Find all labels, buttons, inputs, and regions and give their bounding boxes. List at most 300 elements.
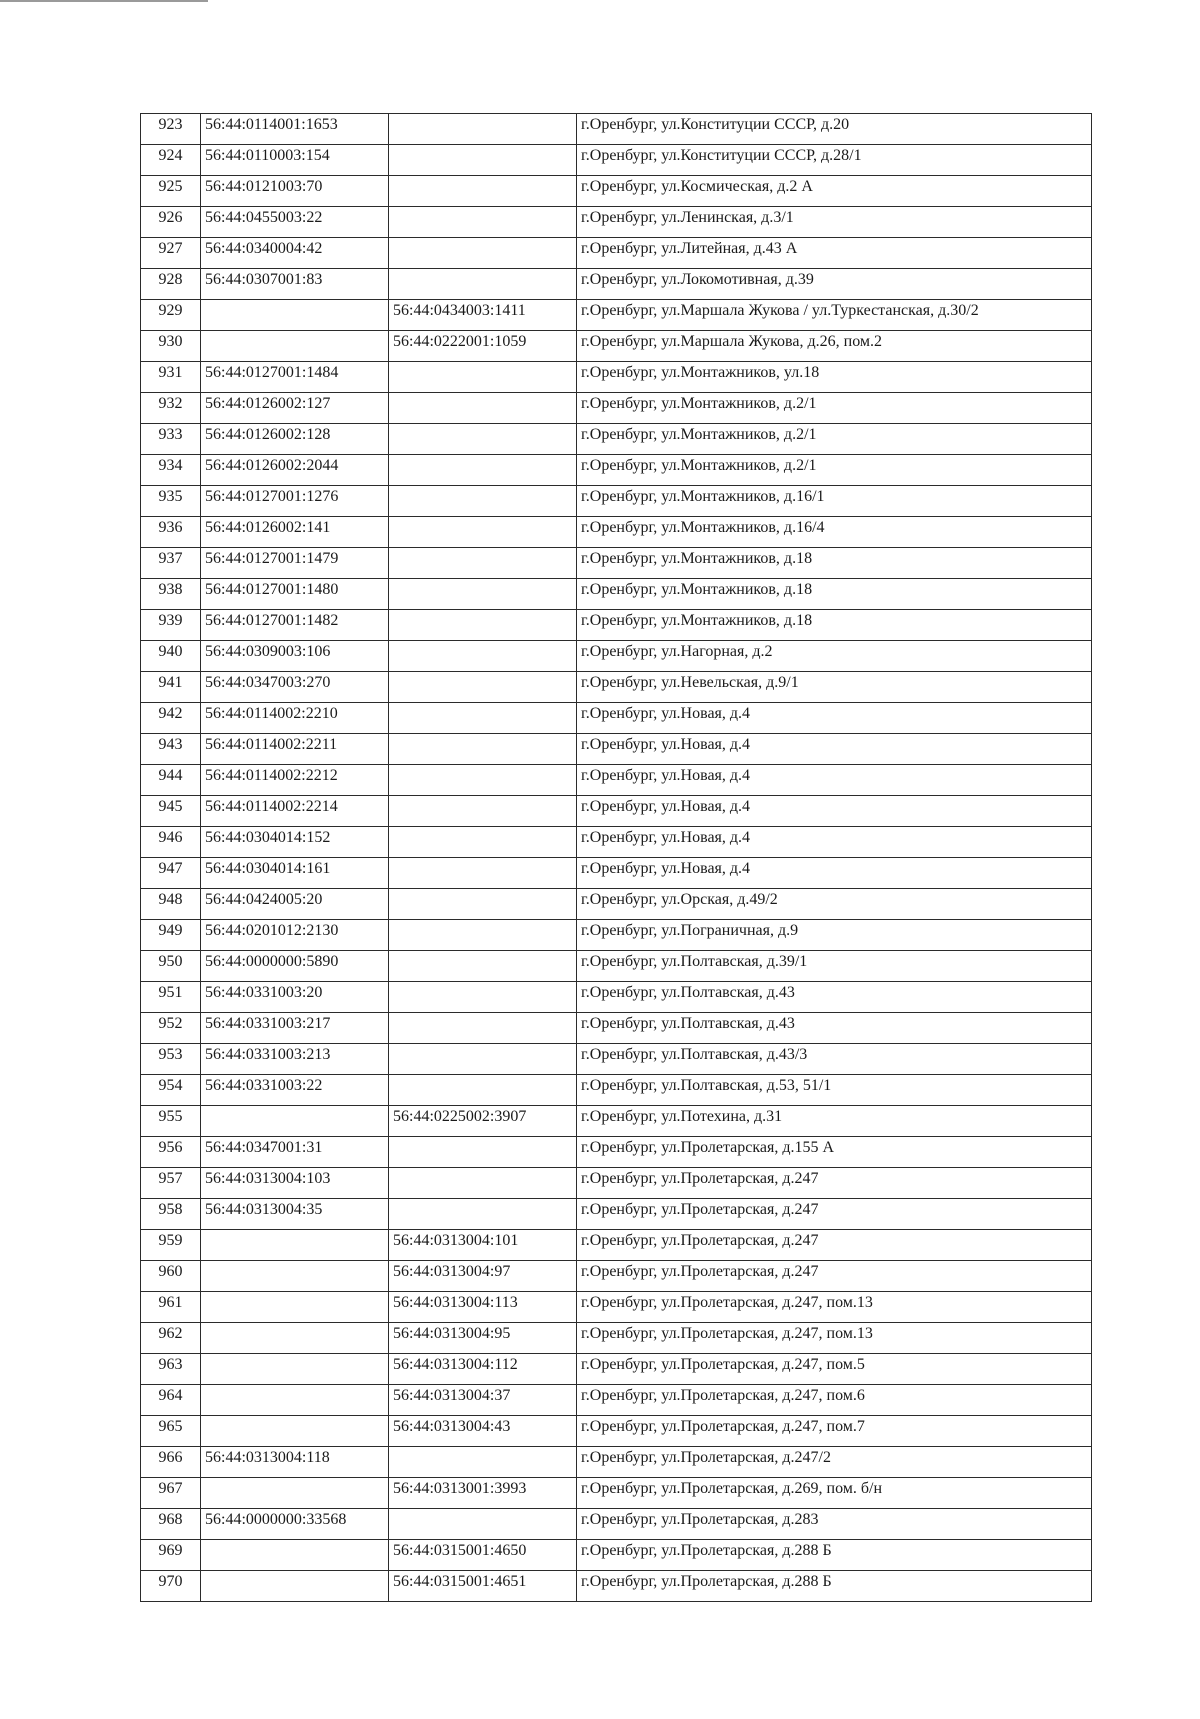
premises-cadastral-number-cell: [389, 486, 577, 517]
premises-cadastral-number: 56:44:0434003:1411: [393, 302, 526, 319]
address-cell: [577, 1199, 1092, 1230]
address: г.Оренбург, ул.Новая, д.4: [581, 860, 751, 877]
premises-cadastral-number-cell: [389, 1540, 577, 1571]
address: г.Оренбург, ул.Монтажников, д.18: [581, 550, 813, 567]
row-number-cell: [141, 114, 201, 145]
address-cell: [577, 1075, 1092, 1106]
premises-cadastral-number-cell: [389, 1416, 577, 1447]
row-number-cell: [141, 579, 201, 610]
row-number-cell: [141, 641, 201, 672]
address-cell: [577, 1416, 1092, 1447]
land-cadastral-number-cell: [201, 517, 389, 548]
row-number-cell: [141, 455, 201, 486]
row-number-cell: [141, 734, 201, 765]
land-cadastral-number: 56:44:0127001:1276: [205, 488, 339, 505]
premises-cadastral-number-cell: [389, 145, 577, 176]
address-cell: [577, 982, 1092, 1013]
table-row: [141, 579, 1092, 610]
table-row: [141, 1168, 1092, 1199]
land-cadastral-number-cell: [201, 1571, 389, 1602]
land-cadastral-number: 56:44:0127001:1484: [205, 364, 339, 381]
table-row: [141, 610, 1092, 641]
table-row: [141, 300, 1092, 331]
land-cadastral-number: 56:44:0000000:33568: [205, 1511, 347, 1528]
land-cadastral-number: 56:44:0347003:270: [205, 674, 331, 691]
land-cadastral-number-cell: [201, 455, 389, 486]
land-cadastral-number: 56:44:0114002:2212: [205, 767, 338, 784]
premises-cadastral-number-cell: [389, 1013, 577, 1044]
land-cadastral-number: 56:44:0121003:70: [205, 178, 323, 195]
land-cadastral-number-cell: [201, 1447, 389, 1478]
land-cadastral-number-cell: [201, 1013, 389, 1044]
land-cadastral-number: 56:44:0307001:83: [205, 271, 323, 288]
row-number: 969: [158, 1542, 183, 1559]
land-cadastral-number: 56:44:0304014:152: [205, 829, 331, 846]
address-cell: [577, 951, 1092, 982]
row-number-cell: [141, 300, 201, 331]
address: г.Оренбург, ул.Пролетарская, д.247: [581, 1263, 819, 1280]
land-cadastral-number: 56:44:0126002:141: [205, 519, 331, 536]
row-number: 958: [158, 1201, 183, 1218]
premises-cadastral-number-cell: [389, 176, 577, 207]
row-number-cell: [141, 1416, 201, 1447]
table-row: [141, 362, 1092, 393]
address-cell: [577, 238, 1092, 269]
row-number-cell: [141, 1509, 201, 1540]
row-number-cell: [141, 1261, 201, 1292]
address-cell: [577, 1354, 1092, 1385]
table-row: [141, 114, 1092, 145]
row-number-cell: [141, 1354, 201, 1385]
table-row: [141, 1292, 1092, 1323]
land-cadastral-number: 56:44:0114001:1653: [205, 116, 338, 133]
address-cell: [577, 486, 1092, 517]
table-row: [141, 1199, 1092, 1230]
land-cadastral-number-cell: [201, 1199, 389, 1230]
row-number: 933: [158, 426, 183, 443]
address: г.Оренбург, ул.Новая, д.4: [581, 829, 751, 846]
premises-cadastral-number-cell: [389, 1354, 577, 1385]
row-number-cell: [141, 920, 201, 951]
table-row: [141, 1509, 1092, 1540]
land-cadastral-number: 56:44:0304014:161: [205, 860, 331, 877]
land-cadastral-number-cell: [201, 1478, 389, 1509]
table-row: [141, 1354, 1092, 1385]
land-cadastral-number-cell: [201, 1044, 389, 1075]
premises-cadastral-number-cell: [389, 672, 577, 703]
premises-cadastral-number: 56:44:0315001:4651: [393, 1573, 527, 1590]
row-number: 953: [158, 1046, 183, 1063]
address: г.Оренбург, ул.Литейная, д.43 А: [581, 240, 798, 257]
row-number: 930: [158, 333, 183, 350]
land-cadastral-number: 56:44:0126002:128: [205, 426, 331, 443]
land-cadastral-number: 56:44:0455003:22: [205, 209, 323, 226]
land-cadastral-number: 56:44:0347001:31: [205, 1139, 323, 1156]
row-number: 961: [158, 1294, 183, 1311]
address: г.Оренбург, ул.Пролетарская, д.247, пом.13: [581, 1325, 873, 1342]
row-number: 937: [158, 550, 183, 567]
table-row: [141, 238, 1092, 269]
row-number-cell: [141, 1075, 201, 1106]
row-number: 925: [158, 178, 183, 195]
row-number: 931: [158, 364, 183, 381]
address: г.Оренбург, ул.Космическая, д.2 А: [581, 178, 813, 195]
land-cadastral-number-cell: [201, 269, 389, 300]
address-cell: [577, 207, 1092, 238]
address: г.Оренбург, ул.Маршала Жукова, д.26, пом.2: [581, 333, 883, 350]
table-row: [141, 1416, 1092, 1447]
land-cadastral-number-cell: [201, 1354, 389, 1385]
table-row: [141, 1137, 1092, 1168]
address: г.Оренбург, ул.Пролетарская, д.247: [581, 1201, 819, 1218]
address-cell: [577, 1230, 1092, 1261]
row-number: 959: [158, 1232, 183, 1249]
land-cadastral-number-cell: [201, 331, 389, 362]
row-number-cell: [141, 1013, 201, 1044]
land-cadastral-number-cell: [201, 1261, 389, 1292]
address-cell: [577, 1168, 1092, 1199]
row-number-cell: [141, 145, 201, 176]
land-cadastral-number-cell: [201, 610, 389, 641]
table-row: [141, 1075, 1092, 1106]
row-number: 947: [158, 860, 183, 877]
row-number: 936: [158, 519, 183, 536]
premises-cadastral-number: 56:44:0225002:3907: [393, 1108, 527, 1125]
table-row: [141, 145, 1092, 176]
row-number-cell: [141, 331, 201, 362]
address-cell: [577, 734, 1092, 765]
address: г.Оренбург, ул.Полтавская, д.43: [581, 1015, 795, 1032]
row-number-cell: [141, 610, 201, 641]
row-number-cell: [141, 1292, 201, 1323]
land-cadastral-number-cell: [201, 1292, 389, 1323]
land-cadastral-number: 56:44:0331003:217: [205, 1015, 331, 1032]
premises-cadastral-number-cell: [389, 951, 577, 982]
table-row: [141, 858, 1092, 889]
row-number-cell: [141, 362, 201, 393]
land-cadastral-number-cell: [201, 982, 389, 1013]
table-row: [141, 269, 1092, 300]
land-cadastral-number: 56:44:0313004:35: [205, 1201, 323, 1218]
premises-cadastral-number-cell: [389, 1230, 577, 1261]
premises-cadastral-number-cell: [389, 238, 577, 269]
row-number: 949: [158, 922, 183, 939]
row-number: 924: [158, 147, 183, 164]
land-cadastral-number-cell: [201, 238, 389, 269]
table-row: [141, 486, 1092, 517]
land-cadastral-number-cell: [201, 114, 389, 145]
address-cell: [577, 1447, 1092, 1478]
land-cadastral-number: 56:44:0340004:42: [205, 240, 323, 257]
table-row: [141, 207, 1092, 238]
land-cadastral-number-cell: [201, 300, 389, 331]
address: г.Оренбург, ул.Монтажников, д.18: [581, 581, 813, 598]
premises-cadastral-number-cell: [389, 765, 577, 796]
row-number-cell: [141, 1044, 201, 1075]
land-cadastral-number-cell: [201, 579, 389, 610]
table-row: [141, 1106, 1092, 1137]
premises-cadastral-number-cell: [389, 1044, 577, 1075]
land-cadastral-number-cell: [201, 1540, 389, 1571]
row-number-cell: [141, 548, 201, 579]
row-number-cell: [141, 176, 201, 207]
table-row: [141, 1540, 1092, 1571]
address: г.Оренбург, ул.Конституции СССР, д.28/1: [581, 147, 862, 164]
row-number: 946: [158, 829, 183, 846]
premises-cadastral-number-cell: [389, 827, 577, 858]
premises-cadastral-number-cell: [389, 982, 577, 1013]
address: г.Оренбург, ул.Монтажников, ул.18: [581, 364, 820, 381]
premises-cadastral-number: 56:44:0313004:101: [393, 1232, 519, 1249]
address-cell: [577, 1385, 1092, 1416]
table-row: [141, 393, 1092, 424]
land-cadastral-number: 56:44:0331003:22: [205, 1077, 323, 1094]
row-number: 963: [158, 1356, 183, 1373]
address: г.Оренбург, ул.Маршала Жукова / ул.Туркестанская, д.30/2: [581, 302, 979, 319]
land-cadastral-number-cell: [201, 424, 389, 455]
premises-cadastral-number: 56:44:0313004:95: [393, 1325, 511, 1342]
table-row: [141, 1261, 1092, 1292]
land-cadastral-number-cell: [201, 1106, 389, 1137]
premises-cadastral-number-cell: [389, 424, 577, 455]
address: г.Оренбург, ул.Монтажников, д.2/1: [581, 426, 817, 443]
row-number: 942: [158, 705, 183, 722]
address-cell: [577, 703, 1092, 734]
premises-cadastral-number-cell: [389, 1106, 577, 1137]
address: г.Оренбург, ул.Нагорная, д.2: [581, 643, 773, 660]
premises-cadastral-number-cell: [389, 610, 577, 641]
address-cell: [577, 1509, 1092, 1540]
premises-cadastral-number-cell: [389, 920, 577, 951]
table-row: [141, 889, 1092, 920]
land-cadastral-number-cell: [201, 207, 389, 238]
row-number: 932: [158, 395, 183, 412]
premises-cadastral-number-cell: [389, 1261, 577, 1292]
row-number-cell: [141, 1168, 201, 1199]
table-row: [141, 796, 1092, 827]
row-number: 927: [158, 240, 183, 257]
premises-cadastral-number-cell: [389, 269, 577, 300]
premises-cadastral-number-cell: [389, 703, 577, 734]
address: г.Оренбург, ул.Пролетарская, д.247, пом.5: [581, 1356, 865, 1373]
address-cell: [577, 517, 1092, 548]
premises-cadastral-number-cell: [389, 1385, 577, 1416]
row-number: 966: [158, 1449, 183, 1466]
row-number-cell: [141, 672, 201, 703]
address-cell: [577, 1478, 1092, 1509]
table-row: [141, 672, 1092, 703]
table-row: [141, 703, 1092, 734]
registry-body: [141, 114, 1092, 1602]
row-number: 952: [158, 1015, 183, 1032]
row-number-cell: [141, 238, 201, 269]
land-cadastral-number-cell: [201, 393, 389, 424]
land-cadastral-number: 56:44:0110003:154: [205, 147, 330, 164]
address-cell: [577, 1292, 1092, 1323]
address: г.Оренбург, ул.Локомотивная, д.39: [581, 271, 814, 288]
table-row: [141, 517, 1092, 548]
premises-cadastral-number-cell: [389, 1292, 577, 1323]
row-number: 948: [158, 891, 183, 908]
row-number-cell: [141, 1478, 201, 1509]
land-cadastral-number: 56:44:0331003:213: [205, 1046, 331, 1063]
table-row: [141, 734, 1092, 765]
land-cadastral-number-cell: [201, 641, 389, 672]
row-number: 934: [158, 457, 183, 474]
address-cell: [577, 610, 1092, 641]
row-number: 943: [158, 736, 183, 753]
land-cadastral-number: 56:44:0114002:2214: [205, 798, 338, 815]
land-cadastral-number: 56:44:0424005:20: [205, 891, 323, 908]
premises-cadastral-number-cell: [389, 1478, 577, 1509]
address: г.Оренбург, ул.Пролетарская, д.247, пом.6: [581, 1387, 865, 1404]
address-cell: [577, 1540, 1092, 1571]
address-cell: [577, 269, 1092, 300]
address-cell: [577, 579, 1092, 610]
row-number-cell: [141, 765, 201, 796]
table-row: [141, 331, 1092, 362]
address: г.Оренбург, ул.Монтажников, д.2/1: [581, 457, 817, 474]
table-row: [141, 1447, 1092, 1478]
land-cadastral-number: 56:44:0114002:2210: [205, 705, 338, 722]
address: г.Оренбург, ул.Ленинская, д.3/1: [581, 209, 794, 226]
land-cadastral-number-cell: [201, 1075, 389, 1106]
premises-cadastral-number-cell: [389, 579, 577, 610]
premises-cadastral-number-cell: [389, 1323, 577, 1354]
land-cadastral-number-cell: [201, 362, 389, 393]
table-row: [141, 548, 1092, 579]
row-number: 939: [158, 612, 183, 629]
address: г.Оренбург, ул.Новая, д.4: [581, 736, 751, 753]
land-cadastral-number-cell: [201, 1323, 389, 1354]
land-cadastral-number: 56:44:0114002:2211: [205, 736, 338, 753]
premises-cadastral-number-cell: [389, 889, 577, 920]
row-number-cell: [141, 827, 201, 858]
premises-cadastral-number-cell: [389, 641, 577, 672]
table-row: [141, 765, 1092, 796]
row-number: 941: [158, 674, 183, 691]
row-number: 964: [158, 1387, 183, 1404]
address-cell: [577, 548, 1092, 579]
row-number: 929: [158, 302, 183, 319]
row-number: 938: [158, 581, 183, 598]
address: г.Оренбург, ул.Полтавская, д.53, 51/1: [581, 1077, 832, 1094]
land-cadastral-number-cell: [201, 765, 389, 796]
premises-cadastral-number-cell: [389, 1168, 577, 1199]
premises-cadastral-number-cell: [389, 393, 577, 424]
address-cell: [577, 827, 1092, 858]
row-number: 926: [158, 209, 183, 226]
premises-cadastral-number-cell: [389, 796, 577, 827]
row-number-cell: [141, 1385, 201, 1416]
address: г.Оренбург, ул.Новая, д.4: [581, 798, 751, 815]
row-number-cell: [141, 889, 201, 920]
table-row: [141, 1044, 1092, 1075]
table-row: [141, 1230, 1092, 1261]
address-cell: [577, 455, 1092, 486]
address-cell: [577, 641, 1092, 672]
premises-cadastral-number: 56:44:0222001:1059: [393, 333, 527, 350]
row-number-cell: [141, 796, 201, 827]
address-cell: [577, 145, 1092, 176]
land-cadastral-number-cell: [201, 1168, 389, 1199]
row-number-cell: [141, 207, 201, 238]
row-number-cell: [141, 982, 201, 1013]
land-cadastral-number: 56:44:0126002:2044: [205, 457, 339, 474]
land-cadastral-number-cell: [201, 889, 389, 920]
row-number-cell: [141, 1199, 201, 1230]
table-row: [141, 982, 1092, 1013]
table-row: [141, 455, 1092, 486]
row-number-cell: [141, 486, 201, 517]
address: г.Оренбург, ул.Пролетарская, д.247: [581, 1170, 819, 1187]
row-number-cell: [141, 1137, 201, 1168]
row-number: 951: [158, 984, 183, 1001]
row-number: 955: [158, 1108, 183, 1125]
address: г.Оренбург, ул.Новая, д.4: [581, 767, 751, 784]
property-registry-table: [140, 113, 1092, 1602]
land-cadastral-number-cell: [201, 672, 389, 703]
address: г.Оренбург, ул.Полтавская, д.43/3: [581, 1046, 808, 1063]
premises-cadastral-number-cell: [389, 1509, 577, 1540]
row-number-cell: [141, 703, 201, 734]
land-cadastral-number-cell: [201, 548, 389, 579]
address-cell: [577, 1137, 1092, 1168]
row-number: 962: [158, 1325, 183, 1342]
address: г.Оренбург, ул.Невельская, д.9/1: [581, 674, 799, 691]
row-number: 957: [158, 1170, 183, 1187]
address: г.Оренбург, ул.Монтажников, д.16/4: [581, 519, 825, 536]
row-number-cell: [141, 393, 201, 424]
address: г.Оренбург, ул.Пролетарская, д.247, пом.13: [581, 1294, 873, 1311]
address-cell: [577, 765, 1092, 796]
premises-cadastral-number-cell: [389, 1571, 577, 1602]
row-number: 940: [158, 643, 183, 660]
row-number-cell: [141, 1230, 201, 1261]
address-cell: [577, 858, 1092, 889]
address: г.Оренбург, ул.Потехина, д.31: [581, 1108, 783, 1125]
address: г.Оренбург, ул.Пролетарская, д.155 А: [581, 1139, 835, 1156]
land-cadastral-number-cell: [201, 734, 389, 765]
premises-cadastral-number-cell: [389, 331, 577, 362]
row-number: 967: [158, 1480, 183, 1497]
address-cell: [577, 1323, 1092, 1354]
land-cadastral-number-cell: [201, 1137, 389, 1168]
land-cadastral-number-cell: [201, 145, 389, 176]
address-cell: [577, 672, 1092, 703]
row-number: 935: [158, 488, 183, 505]
row-number: 954: [158, 1077, 183, 1094]
row-number-cell: [141, 1571, 201, 1602]
address-cell: [577, 424, 1092, 455]
address: г.Оренбург, ул.Пролетарская, д.288 Б: [581, 1542, 832, 1559]
address-cell: [577, 1013, 1092, 1044]
row-number-cell: [141, 424, 201, 455]
row-number-cell: [141, 951, 201, 982]
premises-cadastral-number-cell: [389, 1137, 577, 1168]
row-number: 945: [158, 798, 183, 815]
address: г.Оренбург, ул.Пролетарская, д.269, пом. б/н: [581, 1480, 883, 1497]
table-row: [141, 1478, 1092, 1509]
row-number-cell: [141, 1106, 201, 1137]
row-number: 944: [158, 767, 183, 784]
land-cadastral-number: 56:44:0127001:1482: [205, 612, 339, 629]
address: г.Оренбург, ул.Пограничная, д.9: [581, 922, 799, 939]
address-cell: [577, 1106, 1092, 1137]
row-number: 956: [158, 1139, 183, 1156]
land-cadastral-number-cell: [201, 1385, 389, 1416]
table-row: [141, 641, 1092, 672]
